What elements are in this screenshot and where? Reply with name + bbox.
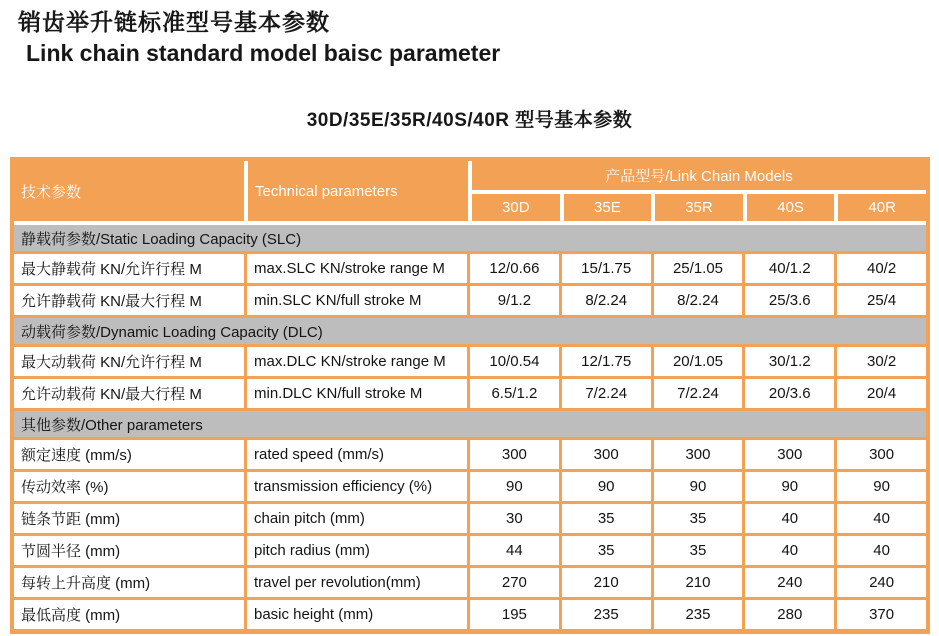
value-cell: 35 xyxy=(562,504,651,533)
param-zh-cell: 允许静载荷 KN/最大行程 M xyxy=(14,286,244,315)
param-en-cell: travel per revolution(mm) xyxy=(247,568,467,597)
value-cell: 30/1.2 xyxy=(745,347,834,376)
value-cell: 20/4 xyxy=(837,379,926,408)
table-body xyxy=(14,225,926,629)
header-technical-parameters-en: Technical parameters xyxy=(248,161,468,221)
param-zh-cell: 最大静载荷 KN/允许行程 M xyxy=(14,254,244,283)
value-cell: 20/3.6 xyxy=(745,379,834,408)
value-cell: 30/2 xyxy=(837,347,926,376)
section-row-dynamic-loading: 动载荷参数/Dynamic Loading Capacity (DLC) xyxy=(14,318,926,344)
param-en-cell: pitch radius (mm) xyxy=(247,536,467,565)
param-zh-cell: 最低高度 (mm) xyxy=(14,600,244,629)
value-cell: 300 xyxy=(837,440,926,469)
header-technical-parameters-zh: 技术参数 xyxy=(14,161,244,221)
value-cell: 280 xyxy=(745,600,834,629)
value-cell: 210 xyxy=(654,568,743,597)
param-en-cell: basic height (mm) xyxy=(247,600,467,629)
param-zh-cell: 传动效率 (%) xyxy=(14,472,244,501)
header-model-30d: 30D xyxy=(472,194,560,221)
value-cell: 9/1.2 xyxy=(470,286,559,315)
value-cell: 44 xyxy=(470,536,559,565)
param-en-cell: rated speed (mm/s) xyxy=(247,440,467,469)
value-cell: 7/2.24 xyxy=(654,379,743,408)
section-row-other-parameters: 其他参数/Other parameters xyxy=(14,411,926,437)
value-cell: 12/1.75 xyxy=(562,347,651,376)
header-models-group: 产品型号/Link Chain Models xyxy=(472,161,926,190)
value-cell: 90 xyxy=(837,472,926,501)
value-cell: 40 xyxy=(745,536,834,565)
value-cell: 35 xyxy=(654,536,743,565)
param-zh-cell: 节圆半径 (mm) xyxy=(14,536,244,565)
param-zh-cell: 允许动载荷 KN/最大行程 M xyxy=(14,379,244,408)
value-cell: 300 xyxy=(562,440,651,469)
value-cell: 20/1.05 xyxy=(654,347,743,376)
value-cell: 300 xyxy=(654,440,743,469)
value-cell: 235 xyxy=(562,600,651,629)
value-cell: 25/3.6 xyxy=(745,286,834,315)
value-cell: 25/1.05 xyxy=(654,254,743,283)
header-model-40s: 40S xyxy=(747,194,835,221)
param-en-cell: transmission efficiency (%) xyxy=(247,472,467,501)
value-cell: 300 xyxy=(745,440,834,469)
value-cell: 7/2.24 xyxy=(562,379,651,408)
value-cell: 35 xyxy=(562,536,651,565)
value-cell: 30 xyxy=(470,504,559,533)
page-titles xyxy=(18,4,500,67)
value-cell: 40 xyxy=(745,504,834,533)
value-cell: 300 xyxy=(470,440,559,469)
value-cell: 195 xyxy=(470,600,559,629)
value-cell: 370 xyxy=(837,600,926,629)
value-cell: 210 xyxy=(562,568,651,597)
value-cell: 8/2.24 xyxy=(562,286,651,315)
value-cell: 40/1.2 xyxy=(745,254,834,283)
param-en-cell: min.SLC KN/full stroke M xyxy=(247,286,467,315)
param-zh-cell: 额定速度 (mm/s) xyxy=(14,440,244,469)
param-en-cell: max.SLC KN/stroke range M xyxy=(247,254,467,283)
param-zh-cell: 链条节距 (mm) xyxy=(14,504,244,533)
section-row-static-loading: 静载荷参数/Static Loading Capacity (SLC) xyxy=(14,225,926,251)
page-title-english: Link chain standard model baisc parameter xyxy=(26,40,501,66)
value-cell: 40 xyxy=(837,536,926,565)
value-cell: 90 xyxy=(654,472,743,501)
parameters-table xyxy=(10,157,930,634)
param-zh-cell: 最大动载荷 KN/允许行程 M xyxy=(14,347,244,376)
value-cell: 40/2 xyxy=(837,254,926,283)
header-model-35r: 35R xyxy=(655,194,743,221)
value-cell: 90 xyxy=(745,472,834,501)
value-cell: 10/0.54 xyxy=(470,347,559,376)
param-en-cell: min.DLC KN/full stroke M xyxy=(247,379,467,408)
param-zh-cell: 每转上升高度 (mm) xyxy=(14,568,244,597)
value-cell: 90 xyxy=(562,472,651,501)
param-en-cell: chain pitch (mm) xyxy=(247,504,467,533)
value-cell: 270 xyxy=(470,568,559,597)
param-en-cell: max.DLC KN/stroke range M xyxy=(247,347,467,376)
value-cell: 25/4 xyxy=(837,286,926,315)
value-cell: 12/0.66 xyxy=(470,254,559,283)
value-cell: 235 xyxy=(654,600,743,629)
header-model-35e: 35E xyxy=(564,194,652,221)
value-cell: 35 xyxy=(654,504,743,533)
header-model-40r: 40R xyxy=(838,194,926,221)
table-header xyxy=(14,161,926,221)
value-cell: 40 xyxy=(837,504,926,533)
table-subtitle: 30D/35E/35R/40S/40R 型号基本参数 xyxy=(306,110,633,131)
value-cell: 8/2.24 xyxy=(654,286,743,315)
value-cell: 90 xyxy=(470,472,559,501)
value-cell: 15/1.75 xyxy=(562,254,651,283)
value-cell: 240 xyxy=(745,568,834,597)
value-cell: 240 xyxy=(837,568,926,597)
page-title-chinese: 销齿举升链标准型号基本参数 xyxy=(18,9,330,35)
value-cell: 6.5/1.2 xyxy=(470,379,559,408)
